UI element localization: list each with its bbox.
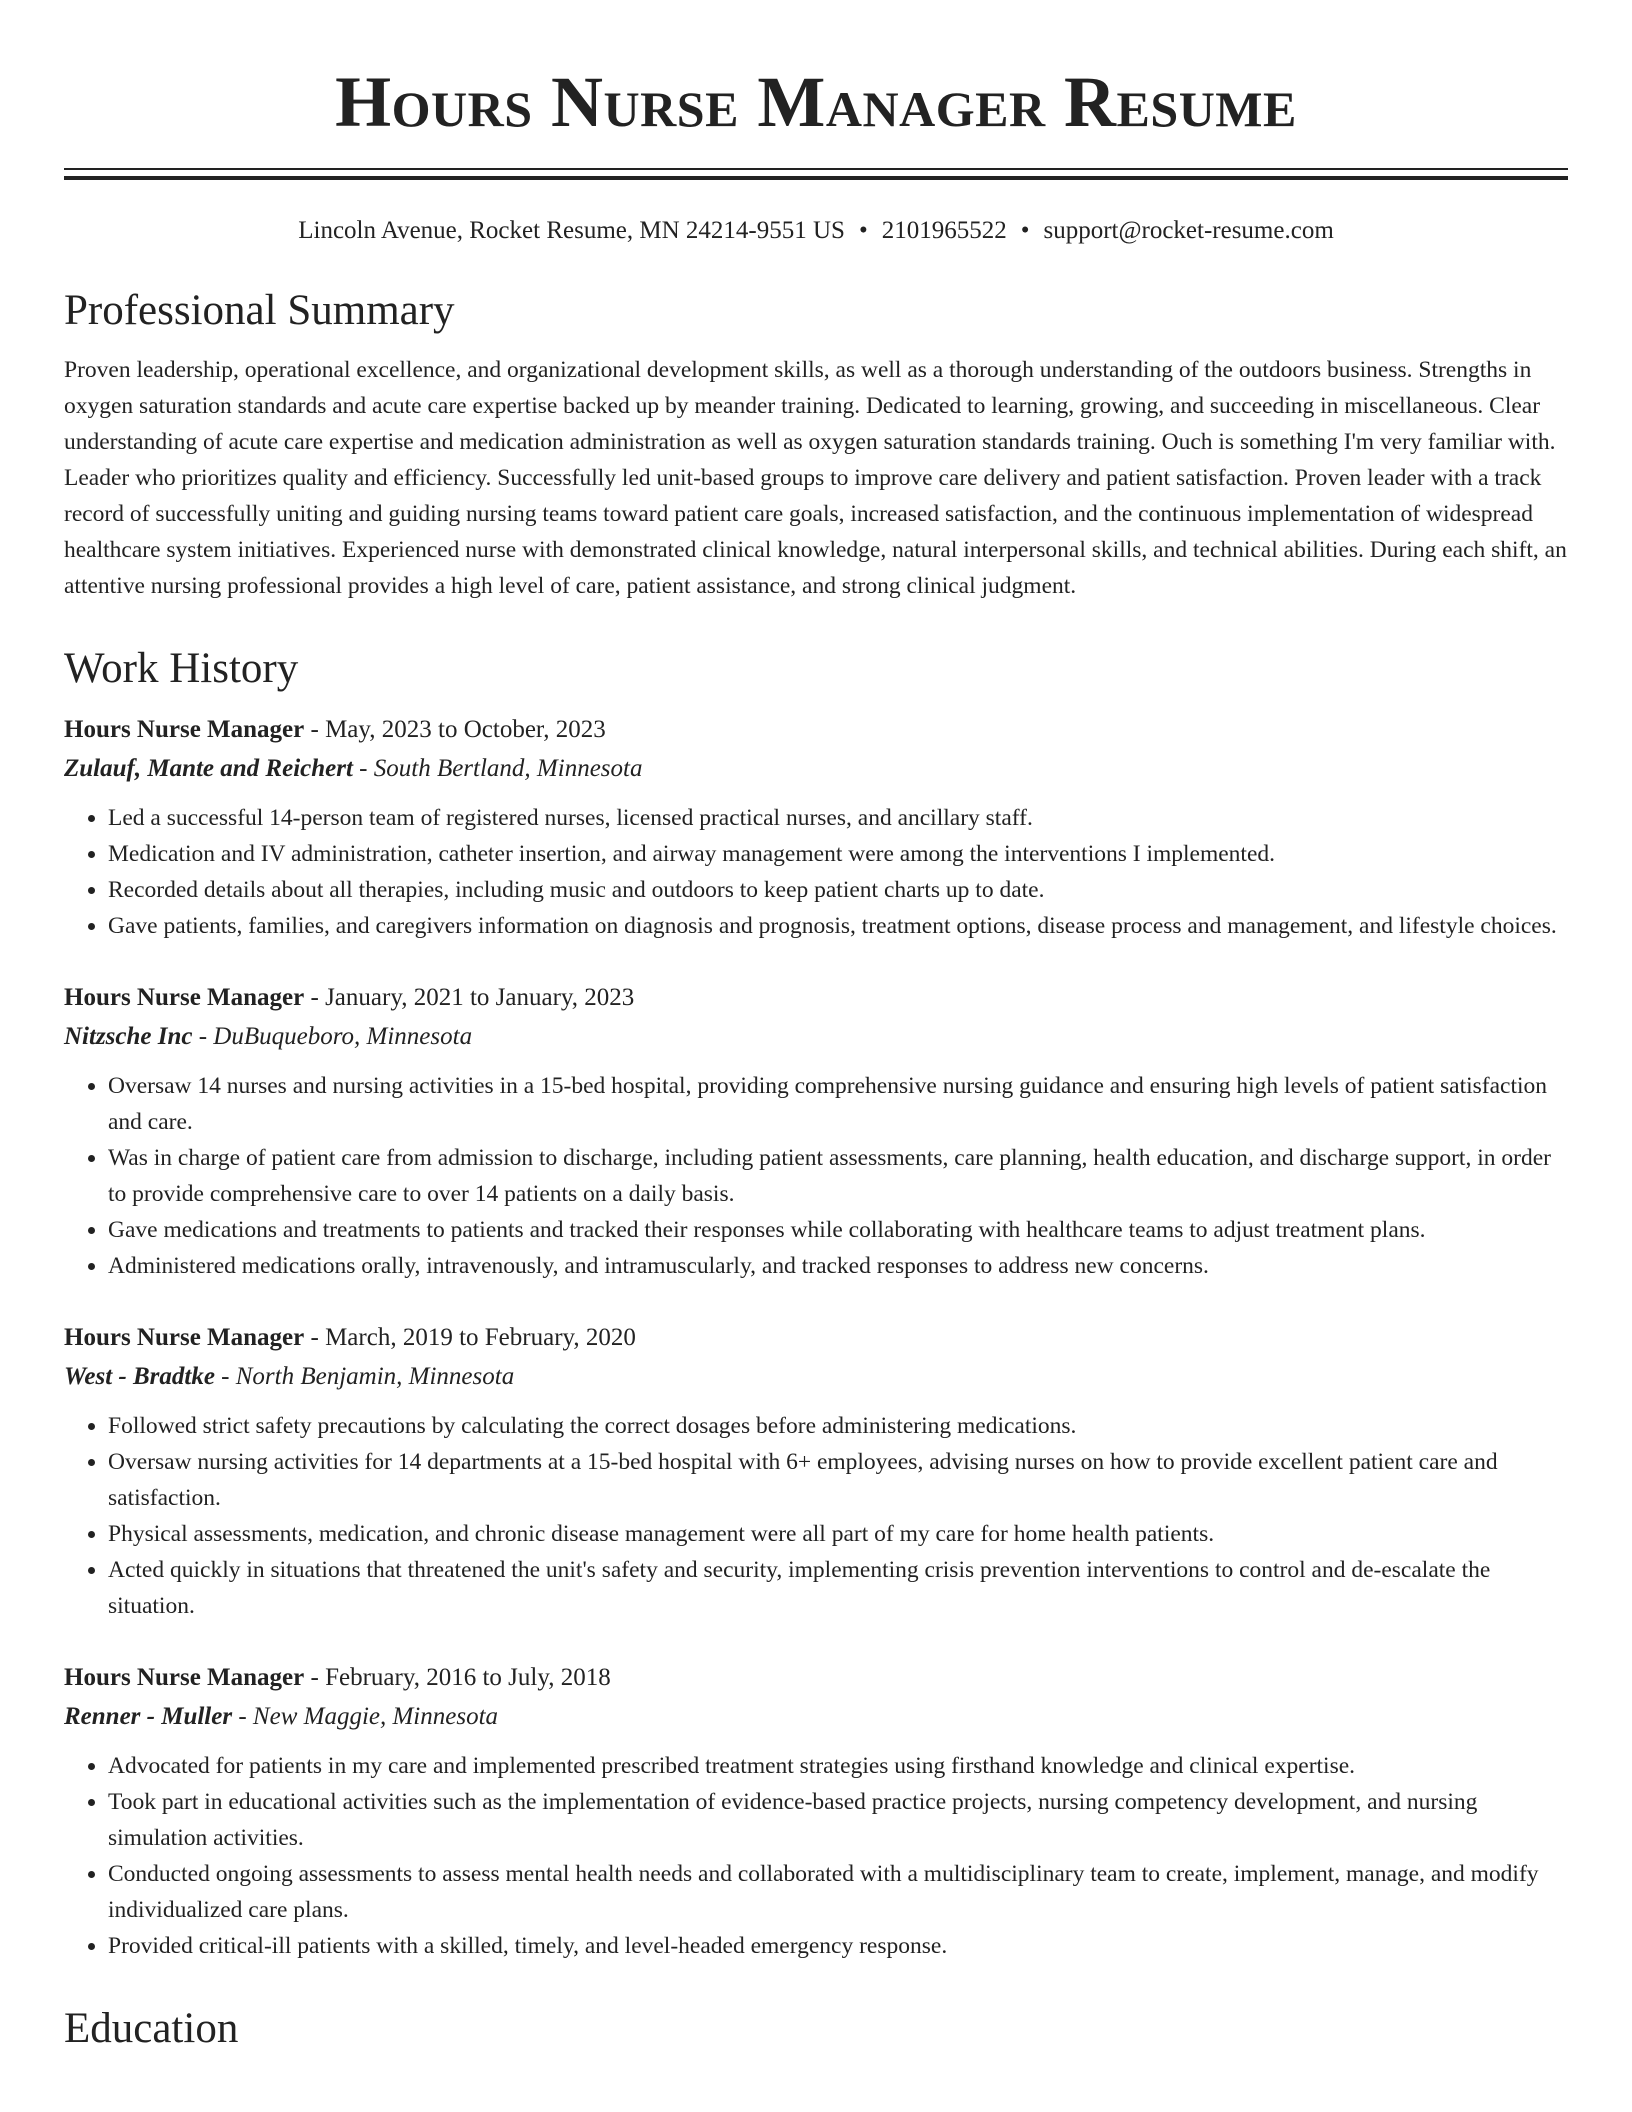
job-bullet: • Acted quickly in situations that threatened the unit's safety and security, implementing crisis prevention interventions to control and de-escalate the situation. bbox=[108, 1552, 1568, 1624]
job-title: Hours Nurse Manager bbox=[64, 1324, 305, 1351]
job-company-line bbox=[64, 1358, 1568, 1396]
job-entry bbox=[64, 1658, 1568, 1964]
job-title-line bbox=[64, 1318, 1568, 1358]
job-bullet: • Led a successful 14-person team of registered nurses, licensed practical nurses, and ancillary staff. bbox=[108, 800, 1568, 836]
job-bullets bbox=[64, 1408, 1568, 1624]
job-dates: - February, 2016 to July, 2018 bbox=[310, 1664, 611, 1691]
job-bullet: • Took part in educational activities such as the implementation of evidence-based practice projects, nursing competency development, and nursing simulation activities. bbox=[108, 1784, 1568, 1856]
job-dates: - January, 2021 to January, 2023 bbox=[310, 984, 635, 1011]
contact-line bbox=[64, 216, 1568, 246]
job-title-line bbox=[64, 1658, 1568, 1698]
title-rule-thin bbox=[64, 168, 1568, 170]
job-bullet: • Physical assessments, medication, and chronic disease management were all part of my care for home health patients. bbox=[108, 1516, 1568, 1552]
resume-title: Hours Nurse Manager Resume bbox=[335, 62, 1297, 142]
job-company-line bbox=[64, 750, 1568, 788]
job-bullet: • Followed strict safety precautions by calculating the correct dosages before administering medications. bbox=[108, 1408, 1568, 1444]
job-bullets bbox=[64, 800, 1568, 944]
job-bullets bbox=[64, 1068, 1568, 1284]
job-company: Renner - Muller bbox=[64, 1703, 233, 1730]
contact-separator: • bbox=[1020, 217, 1030, 244]
job-company-line bbox=[64, 1018, 1568, 1056]
job-bullet: • Conducted ongoing assessments to assess mental health needs and collaborated with a multidisciplinary team to create, implement, manage, and modify individualized care plans. bbox=[108, 1856, 1568, 1928]
job-dates: - March, 2019 to February, 2020 bbox=[310, 1324, 636, 1351]
job-location: - New Maggie, Minnesota bbox=[238, 1703, 499, 1730]
job-title-line bbox=[64, 710, 1568, 750]
jobs-list bbox=[64, 710, 1568, 1964]
job-title: Hours Nurse Manager bbox=[64, 984, 305, 1011]
job-bullets bbox=[64, 1748, 1568, 1964]
contact-phone: 2101965522 bbox=[881, 217, 1007, 244]
job-title-line bbox=[64, 978, 1568, 1018]
job-company: West - Bradtke bbox=[64, 1363, 215, 1390]
job-location: - DuBuqueboro, Minnesota bbox=[198, 1023, 473, 1050]
job-bullet: • Oversaw nursing activities for 14 departments at a 15-bed hospital with 6+ employees, advising nurses on how to provide excellent patient care and satisfaction. bbox=[108, 1444, 1568, 1516]
job-dates: - May, 2023 to October, 2023 bbox=[310, 716, 606, 743]
title-rule-thick bbox=[64, 176, 1568, 180]
job-bullet: • Gave medications and treatments to patients and tracked their responses while collaborating with healthcare teams to adjust treatment plans. bbox=[108, 1212, 1568, 1248]
contact-email[interactable]: support@rocket-resume.com bbox=[1043, 217, 1334, 244]
summary-heading: Professional Summary bbox=[64, 287, 455, 334]
job-location: - South Bertland, Minnesota bbox=[359, 755, 643, 782]
job-entry bbox=[64, 1318, 1568, 1624]
job-company: Nitzsche Inc bbox=[64, 1023, 193, 1050]
job-bullet: • Gave patients, families, and caregivers information on diagnosis and prognosis, treatment options, disease process and management, and lifestyle choices. bbox=[108, 908, 1568, 944]
job-bullet: • Was in charge of patient care from admission to discharge, including patient assessments, care planning, health education, and discharge support, in order to provide comprehensive care to over 14 patients on a daily basis. bbox=[108, 1140, 1568, 1212]
job-bullet: • Oversaw 14 nurses and nursing activities in a 15-bed hospital, providing comprehensive nursing guidance and ensuring high levels of patient satisfaction and care. bbox=[108, 1068, 1568, 1140]
job-bullet: • Provided critical-ill patients with a skilled, timely, and level-headed emergency response. bbox=[108, 1928, 1568, 1964]
education-heading: Education bbox=[64, 2005, 239, 2052]
work-history-heading: Work History bbox=[64, 645, 299, 692]
job-company-line bbox=[64, 1698, 1568, 1736]
job-title: Hours Nurse Manager bbox=[64, 1664, 305, 1691]
contact-separator: • bbox=[858, 217, 868, 244]
job-title: Hours Nurse Manager bbox=[64, 716, 305, 743]
summary-text: Proven leadership, operational excellence, and organizational development skills, as well as a thorough understanding of the outdoors business. Strengths in oxygen saturation standards and acute care expertise backed up by meander training. Dedicated to learning, growing, and succeeding in miscellaneous. Clear understanding of acute care expertise and medication administration as well as oxygen saturation standards training. Ouch is something I'm very familiar with. Leader who prioritizes quality and efficiency. Successfully led unit-based groups to improve care delivery and patient satisfaction. Proven leader with a track record of successfully uniting and guiding nursing teams toward patient care goals, increased satisfaction, and the continuous implementation of widespread healthcare system initiatives. Experienced nurse with demonstrated clinical knowledge, natural interpersonal skills, and technical abilities. During each shift, an attentive nursing professional provides a high level of care, patient assistance, and strong clinical judgment. bbox=[64, 357, 1567, 599]
job-entry bbox=[64, 978, 1568, 1284]
job-bullet: • Medication and IV administration, catheter insertion, and airway management were among the interventions I implemented. bbox=[108, 836, 1568, 872]
contact-address: Lincoln Avenue, Rocket Resume, MN 24214-9551 US bbox=[298, 217, 845, 244]
job-bullet: • Advocated for patients in my care and implemented prescribed treatment strategies using firsthand knowledge and clinical expertise. bbox=[108, 1748, 1568, 1784]
job-entry bbox=[64, 710, 1568, 944]
job-company: Zulauf, Mante and Reichert bbox=[64, 755, 353, 782]
job-bullet: • Administered medications orally, intravenously, and intramuscularly, and tracked responses to address new concerns. bbox=[108, 1248, 1568, 1284]
job-bullet: • Recorded details about all therapies, including music and outdoors to keep patient charts up to date. bbox=[108, 872, 1568, 908]
job-location: - North Benjamin, Minnesota bbox=[221, 1363, 515, 1390]
